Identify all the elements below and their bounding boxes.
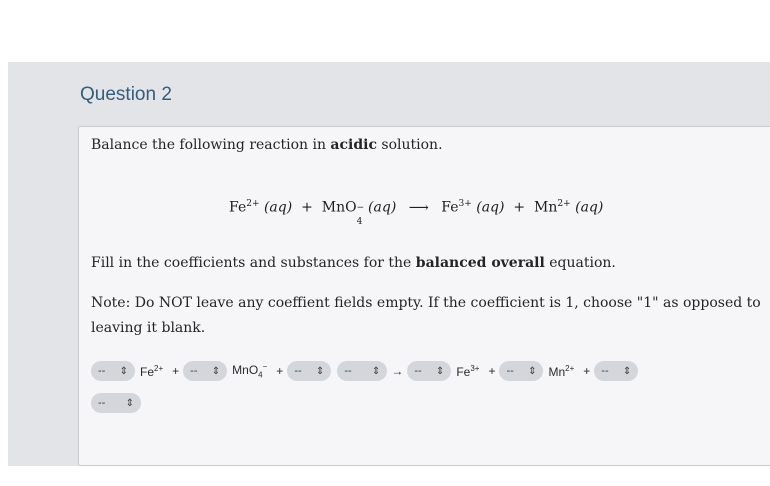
plus-sign: +: [172, 364, 180, 378]
eq-plus-2: +: [513, 199, 526, 216]
plus-sign: +: [488, 364, 496, 378]
chevron-updown-icon: ⇕: [119, 365, 128, 377]
eq-mn2-charge: 2+: [557, 199, 571, 209]
coefficient-select-reactant3[interactable]: [287, 361, 331, 381]
select-value: --: [190, 365, 198, 377]
select-value: --: [506, 365, 514, 377]
species-fe2-symbol: Fe: [140, 364, 155, 379]
eq-aq-1: (aq): [263, 199, 293, 216]
chevron-updown-icon: ⇕: [371, 365, 381, 377]
select-value: --: [344, 365, 352, 377]
eq-plus-1: +: [301, 199, 313, 216]
substance-select-reactant3[interactable]: [337, 361, 387, 381]
chevron-updown-icon: ⇕: [528, 365, 537, 377]
question-prompt: [91, 137, 443, 153]
fill-text: Fill in the coefficients and substances for the: [91, 255, 416, 271]
coefficient-select-mn2[interactable]: [499, 361, 543, 381]
species-mn2-symbol: Mn: [548, 364, 566, 379]
prompt-text-end: solution.: [376, 137, 443, 153]
fill-bold: balanced overall: [415, 255, 545, 271]
coefficient-select-product3[interactable]: [594, 361, 638, 381]
species-fe2-charge: 2+: [154, 363, 164, 373]
coefficient-select-fe2[interactable]: [91, 361, 135, 381]
fill-instruction: [91, 255, 616, 271]
species-mn2-charge: 2+: [565, 363, 575, 373]
screen: [8, 62, 770, 466]
question-title: Question 2: [80, 84, 172, 105]
select-value: --: [601, 365, 609, 377]
eq-mno-sup: −: [356, 202, 365, 213]
chevron-updown-icon: ⇕: [435, 365, 445, 377]
fill-text-end: equation.: [544, 255, 616, 271]
eq-fe: Fe: [229, 199, 247, 216]
question-card: [78, 126, 770, 466]
eq-aq-3: (aq): [476, 199, 505, 216]
chevron-updown-icon: ⇕: [211, 365, 221, 377]
note-text: Note: Do NOT leave any coeffient fields empty. If the coefficient is 1, choose "1" as opposed to leaving it blank.: [91, 295, 761, 336]
substance-select-product3[interactable]: [91, 393, 141, 413]
plus-sign: +: [276, 364, 284, 378]
eq-mn2: Mn: [534, 199, 558, 216]
reaction-arrow: →: [391, 364, 404, 378]
select-value: --: [98, 365, 106, 377]
species-mno4-symbol: MnO: [232, 363, 259, 378]
select-value: --: [98, 397, 106, 409]
eq-aq-4: (aq): [575, 199, 604, 216]
coefficient-select-mno4[interactable]: [183, 361, 227, 381]
select-value: --: [294, 365, 302, 377]
species-fe2: [140, 364, 163, 379]
eq-fe-charge: 2+: [246, 199, 260, 209]
species-mn2: [548, 364, 574, 379]
answer-row-2: [91, 392, 141, 414]
species-mno4: [232, 362, 267, 379]
species-mno4-charge: −: [262, 362, 268, 372]
species-mno4-sub: 4: [258, 370, 263, 380]
plus-sign: +: [583, 364, 591, 378]
eq-aq-2: (aq): [368, 199, 397, 216]
prompt-bold: acidic: [330, 137, 377, 153]
chevron-updown-icon: ⇕: [622, 365, 632, 377]
chevron-updown-icon: ⇕: [315, 365, 325, 377]
species-fe3-symbol: Fe: [456, 364, 471, 379]
eq-mno: MnO: [321, 199, 357, 216]
eq-mno-sub: 4: [356, 216, 363, 227]
reaction-equation: [229, 199, 604, 227]
species-fe3: [456, 364, 479, 379]
eq-fe3: Fe: [441, 199, 459, 216]
species-fe3-charge: 3+: [470, 363, 480, 373]
prompt-text: Balance the following reaction in: [91, 137, 331, 153]
coefficient-select-fe3[interactable]: [407, 361, 451, 381]
eq-arrow: ⟶: [408, 199, 429, 216]
select-value: --: [414, 365, 422, 377]
eq-fe3-charge: 3+: [458, 199, 472, 209]
chevron-updown-icon: ⇕: [125, 397, 134, 409]
answer-row-1: [91, 360, 638, 382]
